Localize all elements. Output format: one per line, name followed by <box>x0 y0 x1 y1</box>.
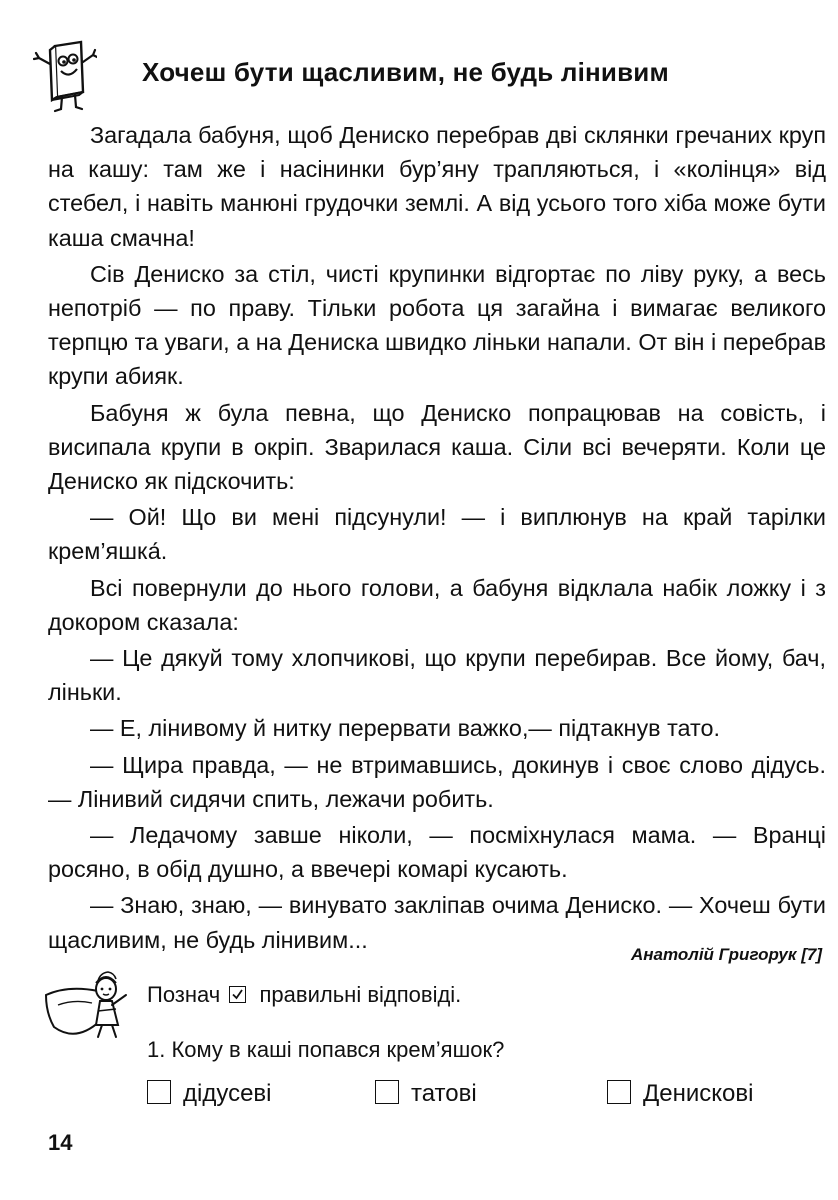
question-text: 1. Кому в каші попався крем’яшок? <box>147 1037 505 1062</box>
book-mascot-icon <box>33 40 97 114</box>
story-paragraph: — Це дякуй тому хлопчикові, що крупи перебирав. Все йому, бач, ліньки. <box>48 645 826 706</box>
answer-option[interactable] <box>607 1080 753 1108</box>
page-number: 14 <box>48 1130 73 1155</box>
girl-reading-icon <box>40 965 136 1045</box>
story-paragraph: — Е, лінивому й нитку перервати важко,— підтакнув тато. <box>90 715 720 742</box>
answer-label: дідусеві <box>183 1080 272 1107</box>
story-paragraph: — Ледачому завше ніколи, — посміхнулася мама. — Вранці росяно, в обід душно, а ввечері комарі кусають. <box>48 822 826 883</box>
story-paragraph: Бабуня ж була певна, що Дениско попрацював на совість, і висипала крупи в окріп. Зварилася каша. Сіли всі вечеряти. Коли це Дениско як підскочить: <box>48 399 826 495</box>
story-paragraph: — Щира правда, — не втримавшись, докинув і своє слово дідусь. — Лінивий сидячи спить, лежачи робить. <box>48 751 826 812</box>
answer-checkbox[interactable] <box>147 1080 171 1104</box>
story-paragraph: Загадала бабуня, щоб Дениско перебрав дві склянки гречаних круп на кашу: там же і насінинки бур’яну трапляються, і «колінця» від стебел, і навіть манюні грудочки землі. А від усього того хіба може бути каша смачна! <box>48 122 826 251</box>
author-credit: Анатолій Григорук [7] <box>630 945 822 964</box>
story-paragraph: — Ой! Що ви мені підсунули! — і виплюнув на край тарілки крем’яшка́. <box>48 504 826 565</box>
answer-checkbox[interactable] <box>607 1080 631 1104</box>
task-instruction <box>147 982 461 1008</box>
checkbox-checked-icon <box>229 986 246 1003</box>
answer-option[interactable] <box>375 1080 477 1108</box>
answer-checkbox[interactable] <box>375 1080 399 1104</box>
answer-option[interactable] <box>147 1080 272 1108</box>
answer-label: Денискові <box>643 1080 754 1107</box>
instruction-text: Познач <box>147 982 221 1007</box>
instruction-text: правильні відповіді. <box>259 982 462 1007</box>
story-paragraph: — Знаю, знаю, — винувато закліпав очима Дениско. — Хочеш бути щасливим, не будь лінивим... <box>48 892 826 953</box>
story-paragraph: Сів Дениско за стіл, чисті крупинки відгортає по ліву руку, а весь непотріб — по праву. Тільки робота ця загайна і вимагає великого терпцю та уваги, а на Дениска швидко ліньки напали. От він і перебрав крупи абияк. <box>48 260 826 390</box>
story-text <box>48 118 826 959</box>
story-paragraph: Всі повернули до нього голови, а бабуня відклала набік ложку і з докором сказала: <box>48 574 826 635</box>
story-title: Хочеш бути щасливим, не будь лінивим <box>142 57 669 87</box>
answer-label: татові <box>411 1080 477 1107</box>
